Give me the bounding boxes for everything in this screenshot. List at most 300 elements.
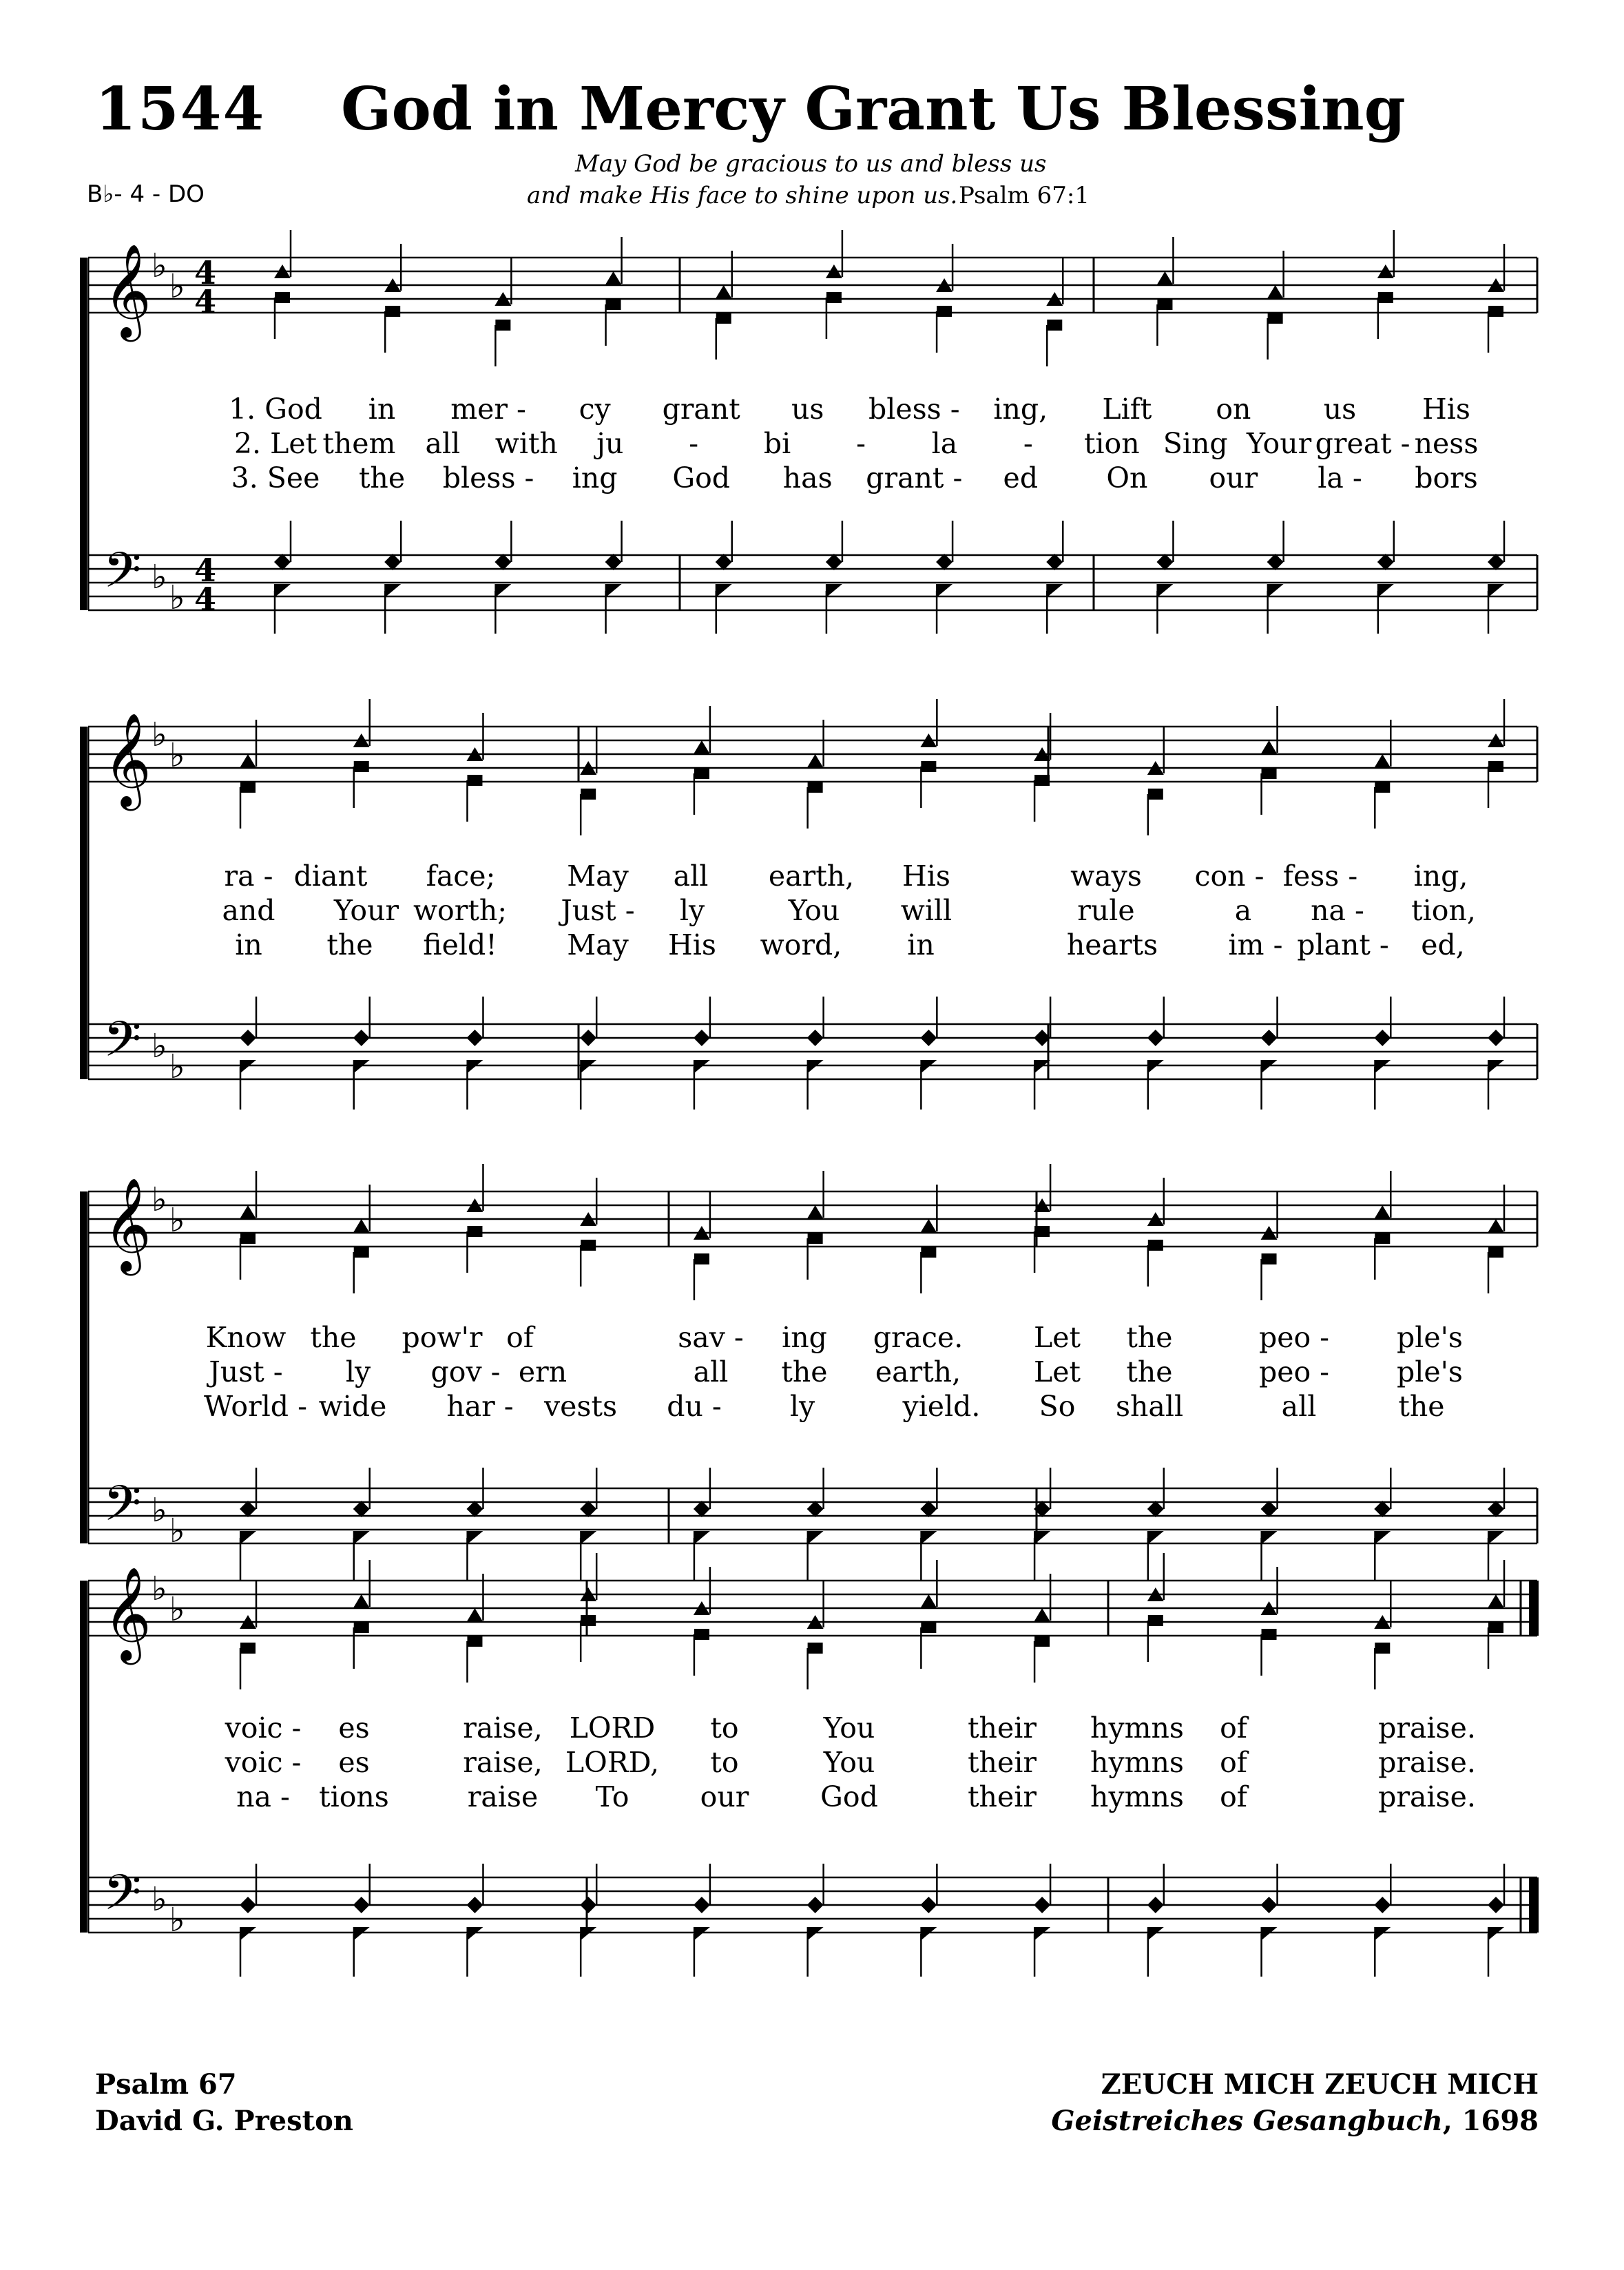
system-bracket	[80, 727, 87, 1079]
tenor-note-icon	[694, 1501, 710, 1517]
lyric-syllable: peo -	[1258, 1321, 1330, 1354]
lyric-syllable: in	[907, 928, 935, 961]
tenor-note-icon	[694, 1897, 710, 1913]
bass-note-icon	[1034, 1927, 1050, 1941]
flat-icon: ♭	[152, 247, 167, 285]
flat-icon: ♭	[152, 1027, 167, 1065]
soprano-note-icon	[694, 740, 710, 754]
lyric-syllable: the	[326, 928, 373, 961]
tenor-note-icon	[466, 1030, 483, 1046]
alto-note-icon	[354, 1247, 369, 1258]
lyric-syllable: face;	[426, 860, 496, 893]
soprano-note-icon	[1374, 1205, 1391, 1219]
flat-icon: ♭	[152, 1880, 167, 1919]
lyric-syllable: us	[791, 393, 824, 426]
lyric-syllable: bors	[1415, 461, 1478, 494]
lyric-syllable: grant -	[866, 461, 963, 494]
lyric-syllable: in	[235, 928, 262, 961]
soprano-note-icon	[353, 1594, 370, 1608]
alto-note-icon	[1488, 1622, 1503, 1633]
alto-note-icon	[275, 292, 290, 303]
lyric-syllable: im -	[1228, 928, 1283, 961]
tenor-note-icon	[353, 1897, 370, 1913]
lyric-syllable: all	[673, 860, 709, 893]
soprano-note-icon	[1488, 1219, 1504, 1233]
lyric-syllable: May	[567, 860, 629, 893]
flat-icon: ♭	[169, 267, 185, 306]
text-source: Psalm 67	[95, 2068, 237, 2101]
lyric-syllable: raise,	[463, 1711, 543, 1745]
key-signature-label: B♭- 4 - DO	[87, 180, 205, 208]
tenor-note-icon	[580, 1897, 596, 1913]
lyric-syllable: our	[700, 1780, 749, 1813]
lyric-syllable: all	[693, 1355, 729, 1388]
lyric-syllable: to	[710, 1746, 739, 1779]
bass-clef-icon: 𝄢	[103, 1011, 142, 1080]
epigraph-line-1: May God be gracious to us and bless us	[575, 150, 1047, 178]
tenor-note-icon	[466, 1501, 483, 1517]
alto-note-icon	[1488, 1247, 1503, 1258]
lyric-syllable: in	[368, 393, 396, 426]
lyric-syllable: the	[1126, 1355, 1173, 1388]
bass-note-icon	[1261, 1060, 1278, 1074]
alto-note-icon	[1148, 789, 1163, 800]
tenor-note-icon	[716, 554, 732, 570]
lyric-syllable: World -	[204, 1390, 307, 1423]
bass-note-icon	[694, 1060, 710, 1074]
lyric-syllable: sav -	[678, 1321, 744, 1354]
final-barline	[1529, 1877, 1537, 1933]
soprano-note-icon	[240, 1205, 256, 1219]
tenor-note-icon	[1147, 1897, 1164, 1913]
lyric-syllable: Let	[1034, 1355, 1081, 1388]
alto-note-icon	[1148, 1240, 1163, 1251]
time-signature-denominator: 4	[194, 581, 217, 618]
bass-note-icon	[1374, 1060, 1391, 1074]
time-signature-numerator: 4	[194, 552, 217, 589]
lyric-syllable: You	[788, 894, 840, 927]
treble-clef-icon: 𝄞	[103, 242, 152, 337]
soprano-note-icon	[807, 1205, 824, 1219]
lyric-syllable: ple's	[1397, 1321, 1463, 1354]
lyric-syllable: raise,	[463, 1746, 543, 1779]
lyric-syllable: a	[1234, 894, 1252, 927]
lyric-syllable: all	[425, 427, 461, 460]
lyric-syllable: to	[710, 1711, 739, 1745]
lyric-syllable: voic -	[225, 1711, 302, 1745]
hymn-number: 1544	[95, 74, 266, 144]
lyric-syllable: na -	[236, 1780, 290, 1813]
lyric-syllable: Sing	[1163, 427, 1228, 460]
lyric-syllable: mer -	[450, 393, 526, 426]
soprano-note-icon	[466, 1608, 483, 1622]
lyric-syllable: 2. Let	[233, 427, 317, 460]
bass-note-icon	[920, 1060, 937, 1074]
bass-clef-icon: 𝄢	[103, 542, 142, 611]
soprano-note-icon	[353, 1219, 370, 1233]
tenor-note-icon	[580, 1501, 596, 1517]
lyric-syllable: on	[1216, 393, 1251, 426]
lyric-syllable: con -	[1194, 860, 1264, 893]
alto-note-icon	[606, 299, 621, 310]
soprano-note-icon	[716, 285, 732, 299]
lyric-syllable: ways	[1070, 860, 1142, 893]
treble-clef-icon: 𝄞	[103, 1176, 152, 1271]
tenor-note-icon	[920, 1897, 937, 1913]
flat-icon: ♭	[152, 1570, 167, 1608]
lyric-syllable: all	[1281, 1390, 1317, 1423]
lyric-syllable: them	[322, 427, 396, 460]
tenor-note-icon	[1488, 1897, 1504, 1913]
alto-note-icon	[1488, 761, 1503, 772]
tenor-note-icon	[1488, 1030, 1504, 1046]
lyric-syllable: ly	[679, 894, 705, 927]
soprano-note-icon	[920, 1594, 937, 1608]
lyric-syllable: la -	[1318, 461, 1362, 494]
lyric-syllable: -	[689, 427, 699, 460]
tenor-note-icon	[1488, 1501, 1504, 1517]
lyric-syllable: hymns	[1090, 1711, 1184, 1745]
tenor-note-icon	[920, 1501, 937, 1517]
lyric-syllable: His	[1422, 393, 1470, 426]
lyric-syllable: worth;	[413, 894, 508, 927]
lyric-syllable: You	[823, 1711, 875, 1745]
tune-source	[1051, 2105, 1539, 2137]
lyric-syllable: the	[1398, 1390, 1445, 1423]
lyric-syllable: peo -	[1258, 1355, 1330, 1388]
lyric-syllable: with	[495, 427, 558, 460]
lyric-syllable: May	[567, 928, 629, 961]
text-author: David G. Preston	[95, 2105, 353, 2137]
alto-note-icon	[581, 1615, 596, 1626]
soprano-note-icon	[605, 271, 622, 285]
lyric-syllable: na -	[1311, 894, 1364, 927]
lyric-syllable: praise.	[1378, 1711, 1476, 1745]
bass-note-icon	[353, 1060, 370, 1074]
lyric-syllable: us	[1323, 393, 1357, 426]
alto-note-icon	[1034, 1226, 1050, 1237]
lyric-syllable: ing	[782, 1321, 827, 1354]
lyric-syllable: their	[968, 1746, 1037, 1779]
bass-note-icon	[466, 1060, 483, 1074]
lyric-syllable: ple's	[1397, 1355, 1463, 1388]
lyric-syllable: yield.	[902, 1390, 981, 1423]
flat-icon: ♭	[152, 1491, 167, 1530]
alto-note-icon	[1034, 1636, 1050, 1647]
alto-note-icon	[921, 1247, 936, 1258]
alto-note-icon	[581, 789, 596, 800]
tenor-note-icon	[1261, 1897, 1278, 1913]
epigraph-reference: Psalm 67:1	[959, 182, 1090, 209]
lyric-syllable: Just -	[561, 894, 635, 927]
alto-note-icon	[354, 761, 369, 772]
bass-note-icon	[1374, 1927, 1391, 1941]
tenor-note-icon	[1147, 1030, 1164, 1046]
tenor-note-icon	[466, 1897, 483, 1913]
tenor-note-icon	[1261, 1501, 1278, 1517]
final-barline	[1529, 1581, 1537, 1636]
tenor-note-icon	[1034, 1897, 1050, 1913]
alto-note-icon	[1262, 768, 1277, 779]
lyric-syllable: the	[781, 1355, 828, 1388]
tenor-note-icon	[694, 1030, 710, 1046]
lyric-syllable: So	[1039, 1390, 1076, 1423]
alto-note-icon	[1157, 299, 1172, 310]
lyric-syllable: wide	[318, 1390, 387, 1423]
epigraph-line-2: and make His face to shine upon us.	[527, 182, 958, 209]
system-bracket	[80, 1581, 87, 1933]
bass-note-icon	[353, 1927, 370, 1941]
lyric-syllable: diant	[293, 860, 368, 893]
alto-note-icon	[694, 768, 709, 779]
flat-icon: ♭	[169, 1512, 185, 1550]
lyric-syllable: bi	[763, 427, 791, 460]
tenor-note-icon	[826, 554, 842, 570]
lyric-syllable: pow'r	[402, 1321, 483, 1354]
alto-note-icon	[921, 761, 936, 772]
treble-clef-icon: 𝄞	[103, 711, 152, 806]
flat-icon: ♭	[169, 1590, 185, 1629]
tenor-note-icon	[240, 1897, 256, 1913]
tenor-note-icon	[1374, 1501, 1391, 1517]
lyric-syllable: rule	[1077, 894, 1135, 927]
lyric-syllable: bless -	[442, 461, 534, 494]
lyric-syllable: bless -	[868, 393, 960, 426]
lyric-syllable: Your	[333, 894, 399, 927]
alto-note-icon	[1034, 775, 1050, 786]
lyric-syllable: ly	[789, 1390, 815, 1423]
lyric-syllable: great -	[1315, 427, 1410, 460]
alto-note-icon	[1375, 1233, 1390, 1244]
lyric-syllable: Just -	[209, 1355, 283, 1388]
lyric-syllable: Know	[205, 1321, 287, 1354]
lyric-syllable: earth,	[875, 1355, 961, 1388]
bass-note-icon	[694, 1927, 710, 1941]
alto-note-icon	[1262, 1629, 1277, 1640]
lyric-syllable: ed,	[1421, 928, 1465, 961]
lyric-syllable: la	[931, 427, 958, 460]
lyric-syllable: -	[856, 427, 866, 460]
lyric-syllable: ju	[596, 427, 624, 460]
soprano-note-icon	[1261, 740, 1278, 754]
tenor-note-icon	[384, 554, 401, 570]
tenor-note-icon	[240, 1030, 256, 1046]
alto-note-icon	[240, 1233, 256, 1244]
lyric-syllable: Your	[1247, 427, 1312, 460]
soprano-note-icon	[1156, 271, 1173, 285]
soprano-note-icon	[1267, 285, 1284, 299]
alto-note-icon	[495, 320, 510, 331]
lyric-syllable: their	[968, 1780, 1037, 1813]
lyric-syllable: 1. God	[229, 393, 322, 426]
alto-note-icon	[467, 1226, 482, 1237]
lyric-syllable: their	[968, 1711, 1037, 1745]
lyric-syllable: grant	[662, 393, 740, 426]
lyric-syllable: has	[782, 461, 833, 494]
alto-note-icon	[1047, 320, 1062, 331]
tune-source-year: , 1698	[1442, 2105, 1539, 2137]
alto-note-icon	[694, 1253, 709, 1264]
lyric-syllable: word,	[760, 928, 842, 961]
tenor-note-icon	[353, 1030, 370, 1046]
tenor-note-icon	[580, 1030, 596, 1046]
alto-note-icon	[921, 1622, 936, 1633]
tenor-note-icon	[1147, 1501, 1164, 1517]
flat-icon: ♭	[169, 1901, 185, 1939]
soprano-note-icon	[920, 1219, 937, 1233]
tenor-note-icon	[1046, 554, 1063, 570]
bass-note-icon	[1261, 1927, 1278, 1941]
lyric-syllable: You	[823, 1746, 875, 1779]
bass-note-icon	[1147, 1927, 1164, 1941]
alto-note-icon	[808, 1643, 823, 1654]
lyric-syllable: God	[672, 461, 731, 494]
tenor-note-icon	[807, 1897, 824, 1913]
tune-source-book: Geistreiches Gesangbuch	[1051, 2105, 1443, 2137]
lyric-syllable: the	[1126, 1321, 1173, 1354]
lyric-syllable: On	[1106, 461, 1148, 494]
tenor-note-icon	[936, 554, 952, 570]
bass-note-icon	[240, 1927, 256, 1941]
alto-note-icon	[694, 1629, 709, 1640]
alto-note-icon	[240, 782, 256, 793]
tenor-note-icon	[353, 1501, 370, 1517]
lyric-syllable: cy	[579, 393, 611, 426]
lyric-syllable: God	[820, 1780, 878, 1813]
flat-icon: ♭	[169, 579, 185, 617]
lyric-syllable: field!	[423, 928, 497, 961]
alto-note-icon	[808, 782, 823, 793]
flat-icon: ♭	[169, 1201, 185, 1240]
lyric-syllable: vests	[544, 1390, 617, 1423]
lyric-syllable: and	[222, 894, 275, 927]
bass-note-icon	[1488, 1060, 1504, 1074]
tenor-note-icon	[605, 554, 622, 570]
lyric-syllable: ing,	[1413, 860, 1468, 893]
alto-note-icon	[1488, 306, 1503, 317]
alto-note-icon	[1262, 1253, 1277, 1264]
lyric-syllable: plant -	[1297, 928, 1389, 961]
alto-note-icon	[240, 1643, 256, 1654]
bass-note-icon	[807, 1927, 824, 1941]
lyric-syllable: ing	[572, 461, 618, 494]
tenor-note-icon	[1261, 1030, 1278, 1046]
lyric-syllable: shall	[1115, 1390, 1184, 1423]
bass-note-icon	[580, 1927, 596, 1941]
lyric-syllable: es	[338, 1746, 370, 1779]
alto-note-icon	[1268, 313, 1283, 324]
tenor-note-icon	[495, 554, 511, 570]
alto-note-icon	[937, 306, 952, 317]
alto-note-icon	[808, 1233, 823, 1244]
bass-note-icon	[240, 1060, 256, 1074]
tenor-note-icon	[1156, 554, 1173, 570]
bass-clef-icon: 𝄢	[103, 1475, 142, 1544]
flat-icon: ♭	[152, 1180, 167, 1219]
lyric-syllable: praise.	[1378, 1746, 1476, 1779]
lyric-syllable: of	[1220, 1780, 1247, 1813]
bass-note-icon	[1147, 1060, 1164, 1074]
alto-note-icon	[385, 306, 400, 317]
tenor-note-icon	[920, 1030, 937, 1046]
lyric-syllable: ed	[1003, 461, 1039, 494]
soprano-note-icon	[1034, 1608, 1050, 1622]
alto-note-icon	[354, 1622, 369, 1633]
lyric-syllable: ness	[1414, 427, 1479, 460]
tenor-note-icon	[240, 1501, 256, 1517]
tenor-note-icon	[807, 1030, 824, 1046]
lyric-syllable: voic -	[225, 1746, 302, 1779]
alto-note-icon	[1148, 1615, 1163, 1626]
lyric-syllable: His	[668, 928, 716, 961]
lyric-syllable: To	[595, 1780, 629, 1813]
lyric-syllable: du -	[667, 1390, 722, 1423]
lyric-syllable: hearts	[1066, 928, 1158, 961]
lyric-syllable: earth,	[768, 860, 855, 893]
flat-icon: ♭	[152, 716, 167, 754]
flat-icon: ♭	[152, 558, 167, 596]
lyric-syllable: of	[1220, 1711, 1247, 1745]
lyric-syllable: will	[900, 894, 952, 927]
alto-note-icon	[1378, 292, 1393, 303]
lyric-syllable: of	[1220, 1746, 1247, 1779]
treble-clef-icon: 𝄞	[103, 1565, 152, 1660]
lyric-syllable: our	[1209, 461, 1258, 494]
lyric-syllable: tions	[319, 1780, 389, 1813]
lyric-syllable: ern	[518, 1355, 568, 1388]
alto-note-icon	[716, 313, 731, 324]
alto-note-icon	[826, 292, 842, 303]
lyric-syllable: His	[902, 860, 950, 893]
lyric-syllable: 3. See	[231, 461, 320, 494]
tenor-note-icon	[1374, 1030, 1391, 1046]
lyric-syllable: fess -	[1282, 860, 1358, 893]
hymn-title: God in Mercy Grant Us Blessing	[341, 74, 1406, 144]
lyric-syllable: raise	[467, 1780, 539, 1813]
tenor-note-icon	[1488, 554, 1504, 570]
lyric-syllable: praise.	[1378, 1780, 1476, 1813]
soprano-note-icon	[1374, 754, 1391, 768]
lyric-syllable: grace.	[873, 1321, 964, 1354]
tenor-note-icon	[1377, 554, 1394, 570]
soprano-note-icon	[807, 754, 824, 768]
lyric-syllable: gov -	[430, 1355, 501, 1388]
tune-name: ZEUCH MICH ZEUCH MICH	[1101, 2068, 1539, 2101]
alto-note-icon	[467, 775, 482, 786]
bass-note-icon	[920, 1927, 937, 1941]
bass-note-icon	[466, 1927, 483, 1941]
lyric-syllable: es	[338, 1711, 370, 1745]
lyric-syllable: har -	[446, 1390, 514, 1423]
tenor-note-icon	[274, 554, 291, 570]
lyric-syllable: Let	[1034, 1321, 1081, 1354]
tenor-note-icon	[1267, 554, 1284, 570]
lyric-syllable: ing,	[993, 393, 1048, 426]
alto-note-icon	[1375, 1643, 1390, 1654]
lyric-syllable: -	[1023, 427, 1033, 460]
lyric-syllable: tion	[1083, 427, 1140, 460]
tenor-note-icon	[807, 1501, 824, 1517]
time-signature-denominator: 4	[194, 283, 217, 320]
bass-clef-icon: 𝄢	[103, 1864, 142, 1933]
system-bracket	[80, 1191, 87, 1543]
lyric-syllable: ra -	[224, 860, 273, 893]
flat-icon: ♭	[169, 1048, 185, 1086]
lyric-syllable: hymns	[1090, 1780, 1184, 1813]
alto-note-icon	[1375, 782, 1390, 793]
flat-icon: ♭	[169, 736, 185, 775]
alto-note-icon	[467, 1636, 482, 1647]
